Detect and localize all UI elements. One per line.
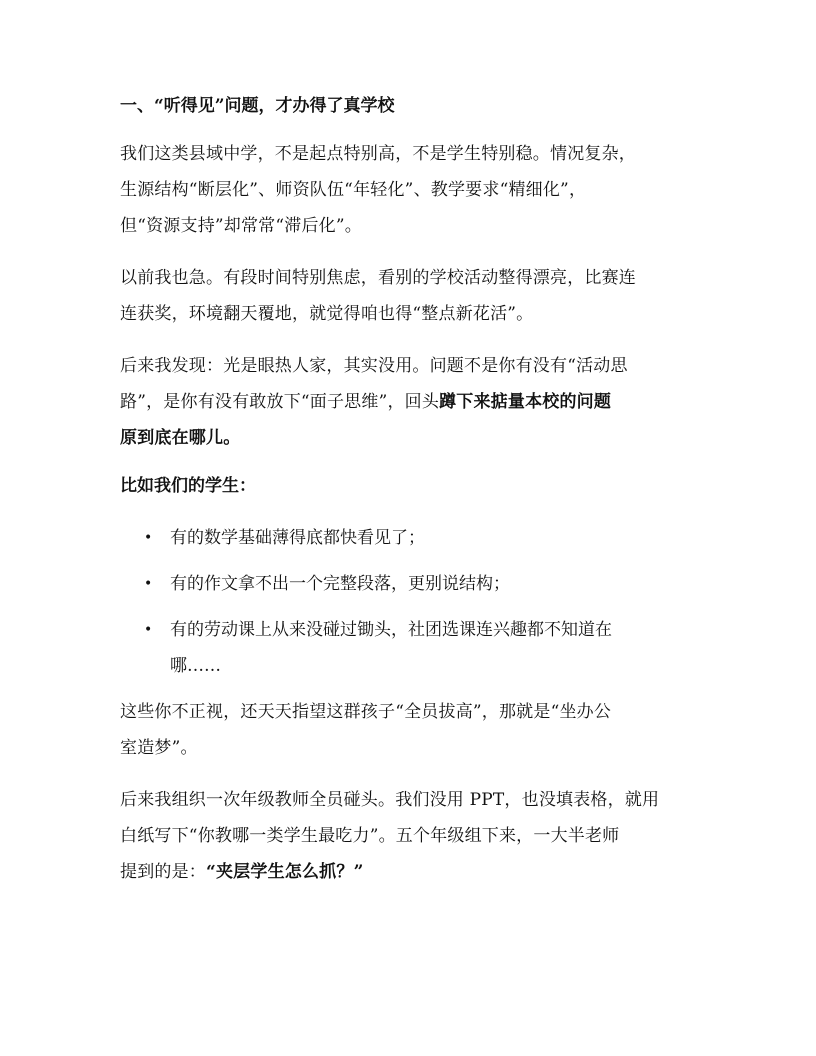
list-item-text: 有的劳动课上从来没碰过锄头，社团选课连兴趣都不知道在 <box>170 620 612 640</box>
paragraph-1 <box>120 136 705 244</box>
paragraph-3-emphasis: 蹲下来掂量本校的问题 <box>439 392 612 412</box>
paragraph-5-line-3-text: 提到的是： <box>120 862 206 882</box>
paragraph-1-line-1: 我们这类县域中学，不是起点特别高，不是学生特别稳。情况复杂， <box>120 144 636 164</box>
paragraph-2-line-2: 连获奖，环境翻天覆地，就觉得咱也得“整点新花活”。 <box>120 304 534 324</box>
paragraph-1-line-2: 生源结构“断层化”、师资队伍“年轻化”、教学要求“精细化”， <box>120 180 587 200</box>
paragraph-5-line-2: 白纸写下“你教哪一类学生最吃力”。五个年级组下来，一大半老师 <box>120 826 620 846</box>
paragraph-3-line-1: 后来我发现：光是眼热人家，其实没用。问题不是你有没有“活动思 <box>120 356 628 376</box>
list-item <box>120 612 705 684</box>
paragraph-5-emphasis: “夹层学生怎么抓？” <box>206 862 364 882</box>
document-page <box>120 92 705 906</box>
paragraph-2-line-1: 以前我也急。有段时间特别焦虑，看别的学校活动整得漂亮，比赛连 <box>120 268 636 288</box>
paragraph-1-line-3: 但“资源支持”却常常“滞后化”。 <box>120 216 362 236</box>
paragraph-4-line-1: 这些你不正视，还天天指望这群孩子“全员拔高”，那就是“坐办公 <box>120 702 612 722</box>
bullet-icon: • <box>144 576 153 592</box>
paragraph-5 <box>120 782 705 890</box>
paragraph-3-line-3-emphasis: 原到底在哪儿。 <box>120 428 241 448</box>
list-title: 比如我们的学生： <box>120 476 256 496</box>
list-item-text: 有的作文拿不出一个完整段落，更别说结构； <box>170 574 510 594</box>
paragraph-3-line-2 <box>120 384 705 420</box>
section-heading: 一、“听得见”问题，才办得了真学校 <box>120 96 395 116</box>
paragraph-4 <box>120 694 705 766</box>
paragraph-3 <box>120 348 705 456</box>
bullet-icon: • <box>144 530 153 546</box>
paragraph-5-line-1: 后来我组织一次年级教师全员碰头。我们没用 PPT，也没填表格，就用 <box>120 790 660 810</box>
student-list <box>120 520 705 684</box>
paragraph-4-line-2: 室造梦”。 <box>120 738 198 758</box>
paragraph-5-line-3 <box>120 854 705 890</box>
list-item <box>120 520 705 556</box>
list-item-text-continued: 哪…… <box>170 656 221 676</box>
bullet-icon: • <box>144 622 153 638</box>
list-item-text: 有的数学基础薄得底都快看见了； <box>170 528 425 548</box>
paragraph-3-line-2-text: 路”，是你有没有敢放下“面子思维”，回头 <box>120 392 440 412</box>
list-item <box>120 566 705 602</box>
paragraph-2 <box>120 260 705 332</box>
